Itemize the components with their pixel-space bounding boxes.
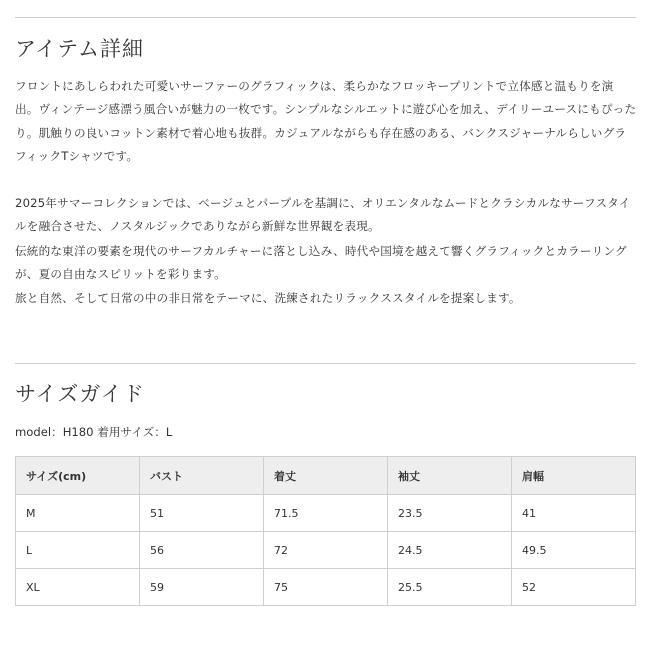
size-table (15, 456, 636, 606)
theme-description-paragraph: 旅と自然、そして日常の中の非日常をテーマに、洗練されたリラックススタイルを提案します。 (15, 291, 521, 305)
size-table-header-row (16, 457, 636, 495)
table-cell: 56 (140, 532, 264, 569)
size-table-header: サイズ(cm) (16, 457, 140, 495)
size-guide-title: サイズガイド (15, 382, 145, 406)
section-divider (15, 363, 636, 364)
table-cell: 49.5 (512, 532, 636, 569)
table-cell: 72 (264, 532, 388, 569)
size-table-header: 袖丈 (388, 457, 512, 495)
table-cell: 41 (512, 495, 636, 532)
table-cell: 25.5 (388, 569, 512, 606)
table-cell: 24.5 (388, 532, 512, 569)
size-table-header: 着丈 (264, 457, 388, 495)
table-cell: XL (16, 569, 140, 606)
table-cell: 71.5 (264, 495, 388, 532)
top-divider (15, 17, 636, 18)
table-cell: 75 (264, 569, 388, 606)
table-row (16, 495, 636, 532)
table-cell: 51 (140, 495, 264, 532)
table-row (16, 569, 636, 606)
size-table-header: バスト (140, 457, 264, 495)
table-cell: L (16, 532, 140, 569)
table-cell: 23.5 (388, 495, 512, 532)
culture-description-paragraph: 伝統的な東洋の要素を現代のサーフカルチャーに落とし込み、時代や国境を越えて響くグラフィックとカラーリングが、夏の自由なスピリットを彩ります。 (15, 244, 627, 282)
item-description-paragraph: フロントにあしらわれた可愛いサーファーのグラフィックは、柔らかなフロッキープリントで立体感と温もりを演出。ヴィンテージ感漂う風合いが魅力の一枚です。シンプルなシルエットに遊び心を加え、デイリーユースにもぴったり。肌触りの良いコットン素材で着心地も抜群。カジュアルながらも存在感のある、バンクスジャーナルらしいグラフィックTシャツです。 (15, 79, 637, 164)
table-row (16, 532, 636, 569)
item-detail-title: アイテム詳細 (15, 37, 145, 61)
size-table-header: 肩幅 (512, 457, 636, 495)
collection-description-paragraph: 2025年サマーコレクションでは、ベージュとパープルを基調に、オリエンタルなムードとクラシカルなサーフスタイルを融合させた、ノスタルジックでありながら新鮮な世界観を表現。 (15, 196, 631, 234)
table-cell: M (16, 495, 140, 532)
table-cell: 59 (140, 569, 264, 606)
table-cell: 52 (512, 569, 636, 606)
model-note: model：H180 着用サイズ：L (15, 425, 173, 439)
